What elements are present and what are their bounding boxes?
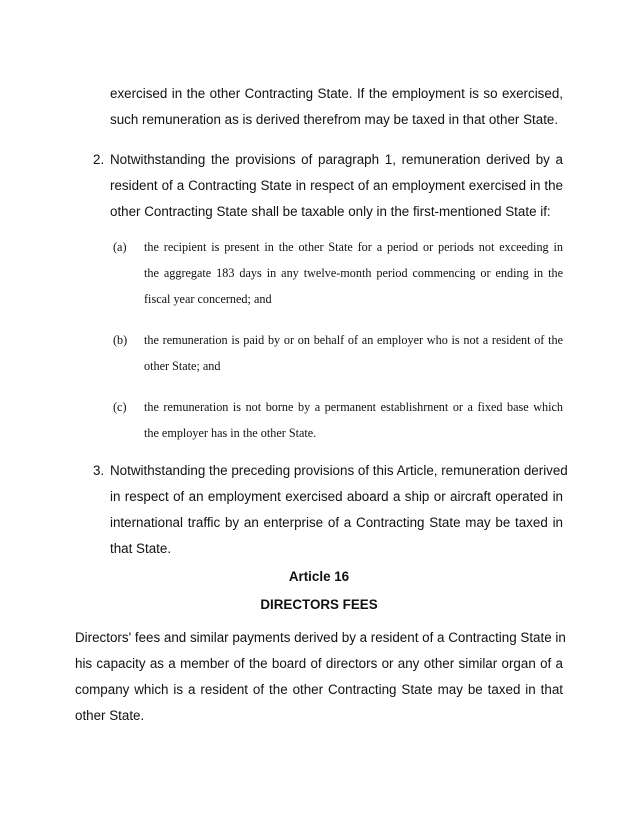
text-line: the recipient is present in the other State for a period or periods not exceeding in bbox=[144, 240, 563, 254]
item-b-label: (b) bbox=[113, 333, 128, 347]
paragraph-1-continuation bbox=[110, 81, 563, 133]
article-16-body bbox=[75, 625, 566, 729]
text-line: the remuneration is not borne by a permanent establishrnent or a fixed base which bbox=[144, 400, 563, 414]
text-line: exercised in the other Contracting State. If the employment is so exercised, bbox=[110, 86, 563, 101]
text-line: that State. bbox=[110, 541, 172, 556]
item-c-label: (c) bbox=[113, 400, 127, 414]
item-a-label: (a) bbox=[113, 240, 127, 254]
text-line: company which is a resident of the other Contracting State may be taxed in that bbox=[75, 682, 563, 697]
text-line: his capacity as a member of the board of directors or any other similar organ of a bbox=[75, 656, 563, 671]
text-line: fiscal year concerned; and bbox=[144, 292, 272, 306]
text-line: in respect of an employment exercised aboard a ship or aircraft operated in bbox=[110, 489, 563, 504]
paragraph-2-number: 2. bbox=[93, 152, 105, 167]
text-line: Notwithstanding the preceding provisions of this Article, remuneration derived bbox=[110, 463, 568, 478]
article-number: Article 16 bbox=[288, 569, 350, 584]
text-line: Directors' fees and similar payments derived by a resident of a Contracting State in bbox=[75, 630, 566, 645]
text-line: the remuneration is paid by or on behalf of an employer who is not a resident of the bbox=[144, 333, 563, 347]
paragraph-3 bbox=[110, 458, 568, 562]
text-line: other Contracting State shall be taxable only in the first-mentioned State if: bbox=[110, 204, 551, 219]
item-b bbox=[144, 327, 563, 379]
text-line: the aggregate 183 days in any twelve-month period commencing or ending in the bbox=[144, 266, 563, 280]
item-c bbox=[144, 394, 563, 446]
text-line: resident of a Contracting State in respect of an employment exercised in the bbox=[110, 178, 563, 193]
item-a bbox=[144, 234, 563, 312]
text-line: other State. bbox=[75, 708, 145, 723]
paragraph-3-number: 3. bbox=[93, 463, 105, 478]
paragraph-2 bbox=[110, 147, 563, 225]
text-line: Notwithstanding the provisions of paragraph 1, remuneration derived by a bbox=[110, 152, 563, 167]
text-line: other State; and bbox=[144, 359, 221, 373]
article-title: DIRECTORS FEES bbox=[260, 597, 378, 612]
text-line: the employer has in the other State. bbox=[144, 426, 317, 440]
text-line: international traffic by an enterprise of a Contracting State may be taxed in bbox=[110, 515, 563, 530]
text-line: such remuneration as is derived therefrom may be taxed in that other State. bbox=[110, 112, 559, 127]
